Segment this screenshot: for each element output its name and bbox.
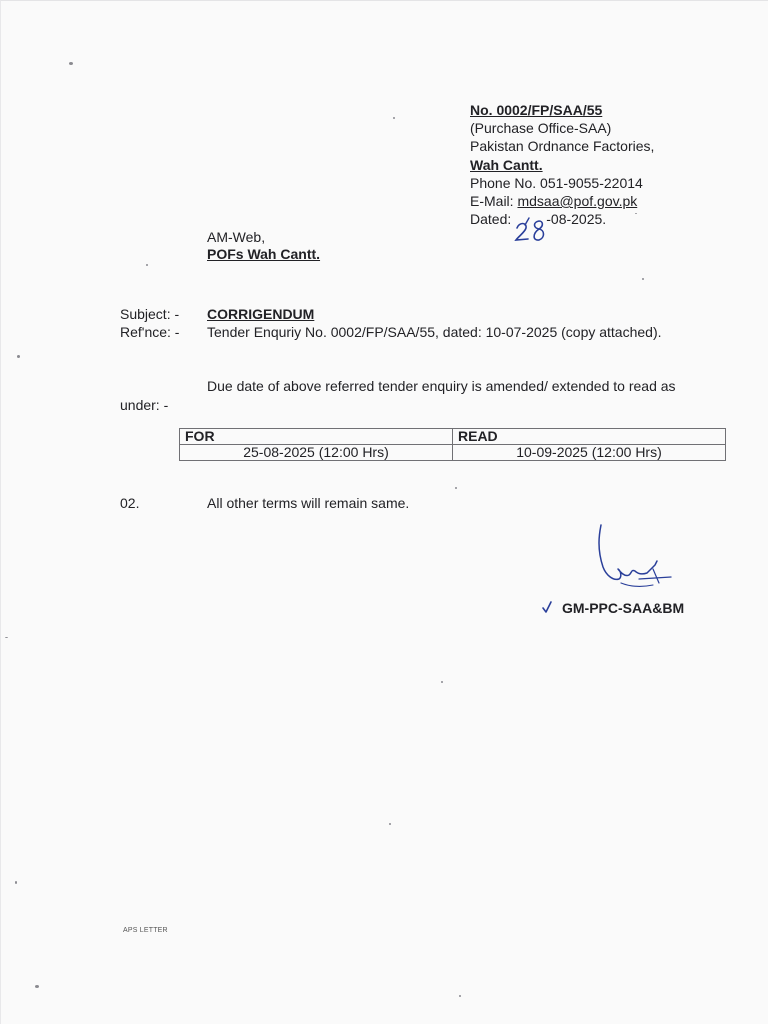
paragraph-2-number: 02.: [120, 495, 140, 511]
scan-speck: [5, 637, 8, 638]
subject-text: CORRIGENDUM: [207, 306, 315, 322]
reference-number: No. 0002/FP/SAA/55: [470, 102, 603, 118]
office-name: (Purchase Office-SAA): [470, 120, 612, 137]
paragraph-1-line-1: Due date of above referred tender enquiry is amended/ extended to read as: [207, 378, 676, 394]
scan-speck: [17, 355, 20, 358]
handwritten-date-day: [513, 216, 549, 246]
email-label: E-Mail:: [470, 193, 518, 210]
table-header-read: READ: [453, 429, 726, 445]
scan-speck: [459, 995, 461, 997]
phone-number: Phone No. 051-9055-22014: [470, 174, 643, 191]
city-name: Wah Cantt.: [470, 156, 543, 173]
email-line: [470, 192, 654, 210]
scan-speck: [455, 487, 457, 489]
subject-label: Subject: -: [120, 306, 180, 322]
addressee: [207, 229, 320, 263]
reference-label: Ref'nce: -: [120, 324, 180, 340]
letterhead: [470, 101, 654, 228]
reference-text: Tender Enquriy No. 0002/FP/SAA/55, dated: 10-07-2025 (copy attached).: [207, 324, 662, 340]
organization-name: Pakistan Ordnance Factories,: [470, 138, 655, 155]
scan-speck: [441, 681, 443, 683]
scan-speck: [642, 278, 644, 280]
scan-speck: [69, 62, 73, 65]
tick-mark-icon: [541, 600, 553, 614]
scan-speck: [15, 881, 17, 884]
footer-label: APS LETTER: [123, 927, 168, 934]
table-cell-read-date: 10-09-2025 (12:00 Hrs): [453, 445, 726, 461]
dated-value: -08-2025.: [546, 211, 607, 228]
table-cell-for-date: 25-08-2025 (12:00 Hrs): [180, 445, 453, 461]
scan-speck: [393, 117, 395, 119]
amendment-table: [179, 428, 726, 461]
scan-speck: [146, 264, 148, 266]
signatory-designation: GM-PPC-SAA&BM: [562, 600, 685, 616]
addressee-line-1: AM-Web,: [207, 229, 266, 245]
scan-speck: [35, 985, 39, 988]
scan-speck: [389, 823, 391, 825]
scan-speck: [635, 213, 637, 214]
paragraph-1-line-2: under: -: [120, 397, 169, 413]
handwritten-signature: [591, 523, 673, 603]
dated-line: [470, 210, 654, 228]
email-address: mdsaa@pof.gov.pk: [517, 193, 638, 210]
addressee-line-2: POFs Wah Cantt.: [207, 246, 321, 262]
table-header-row: [180, 429, 726, 445]
dated-label: Dated:: [470, 211, 512, 228]
table-row: [180, 445, 726, 461]
table-header-for: FOR: [180, 429, 453, 445]
paragraph-2-text: All other terms will remain same.: [207, 495, 410, 511]
